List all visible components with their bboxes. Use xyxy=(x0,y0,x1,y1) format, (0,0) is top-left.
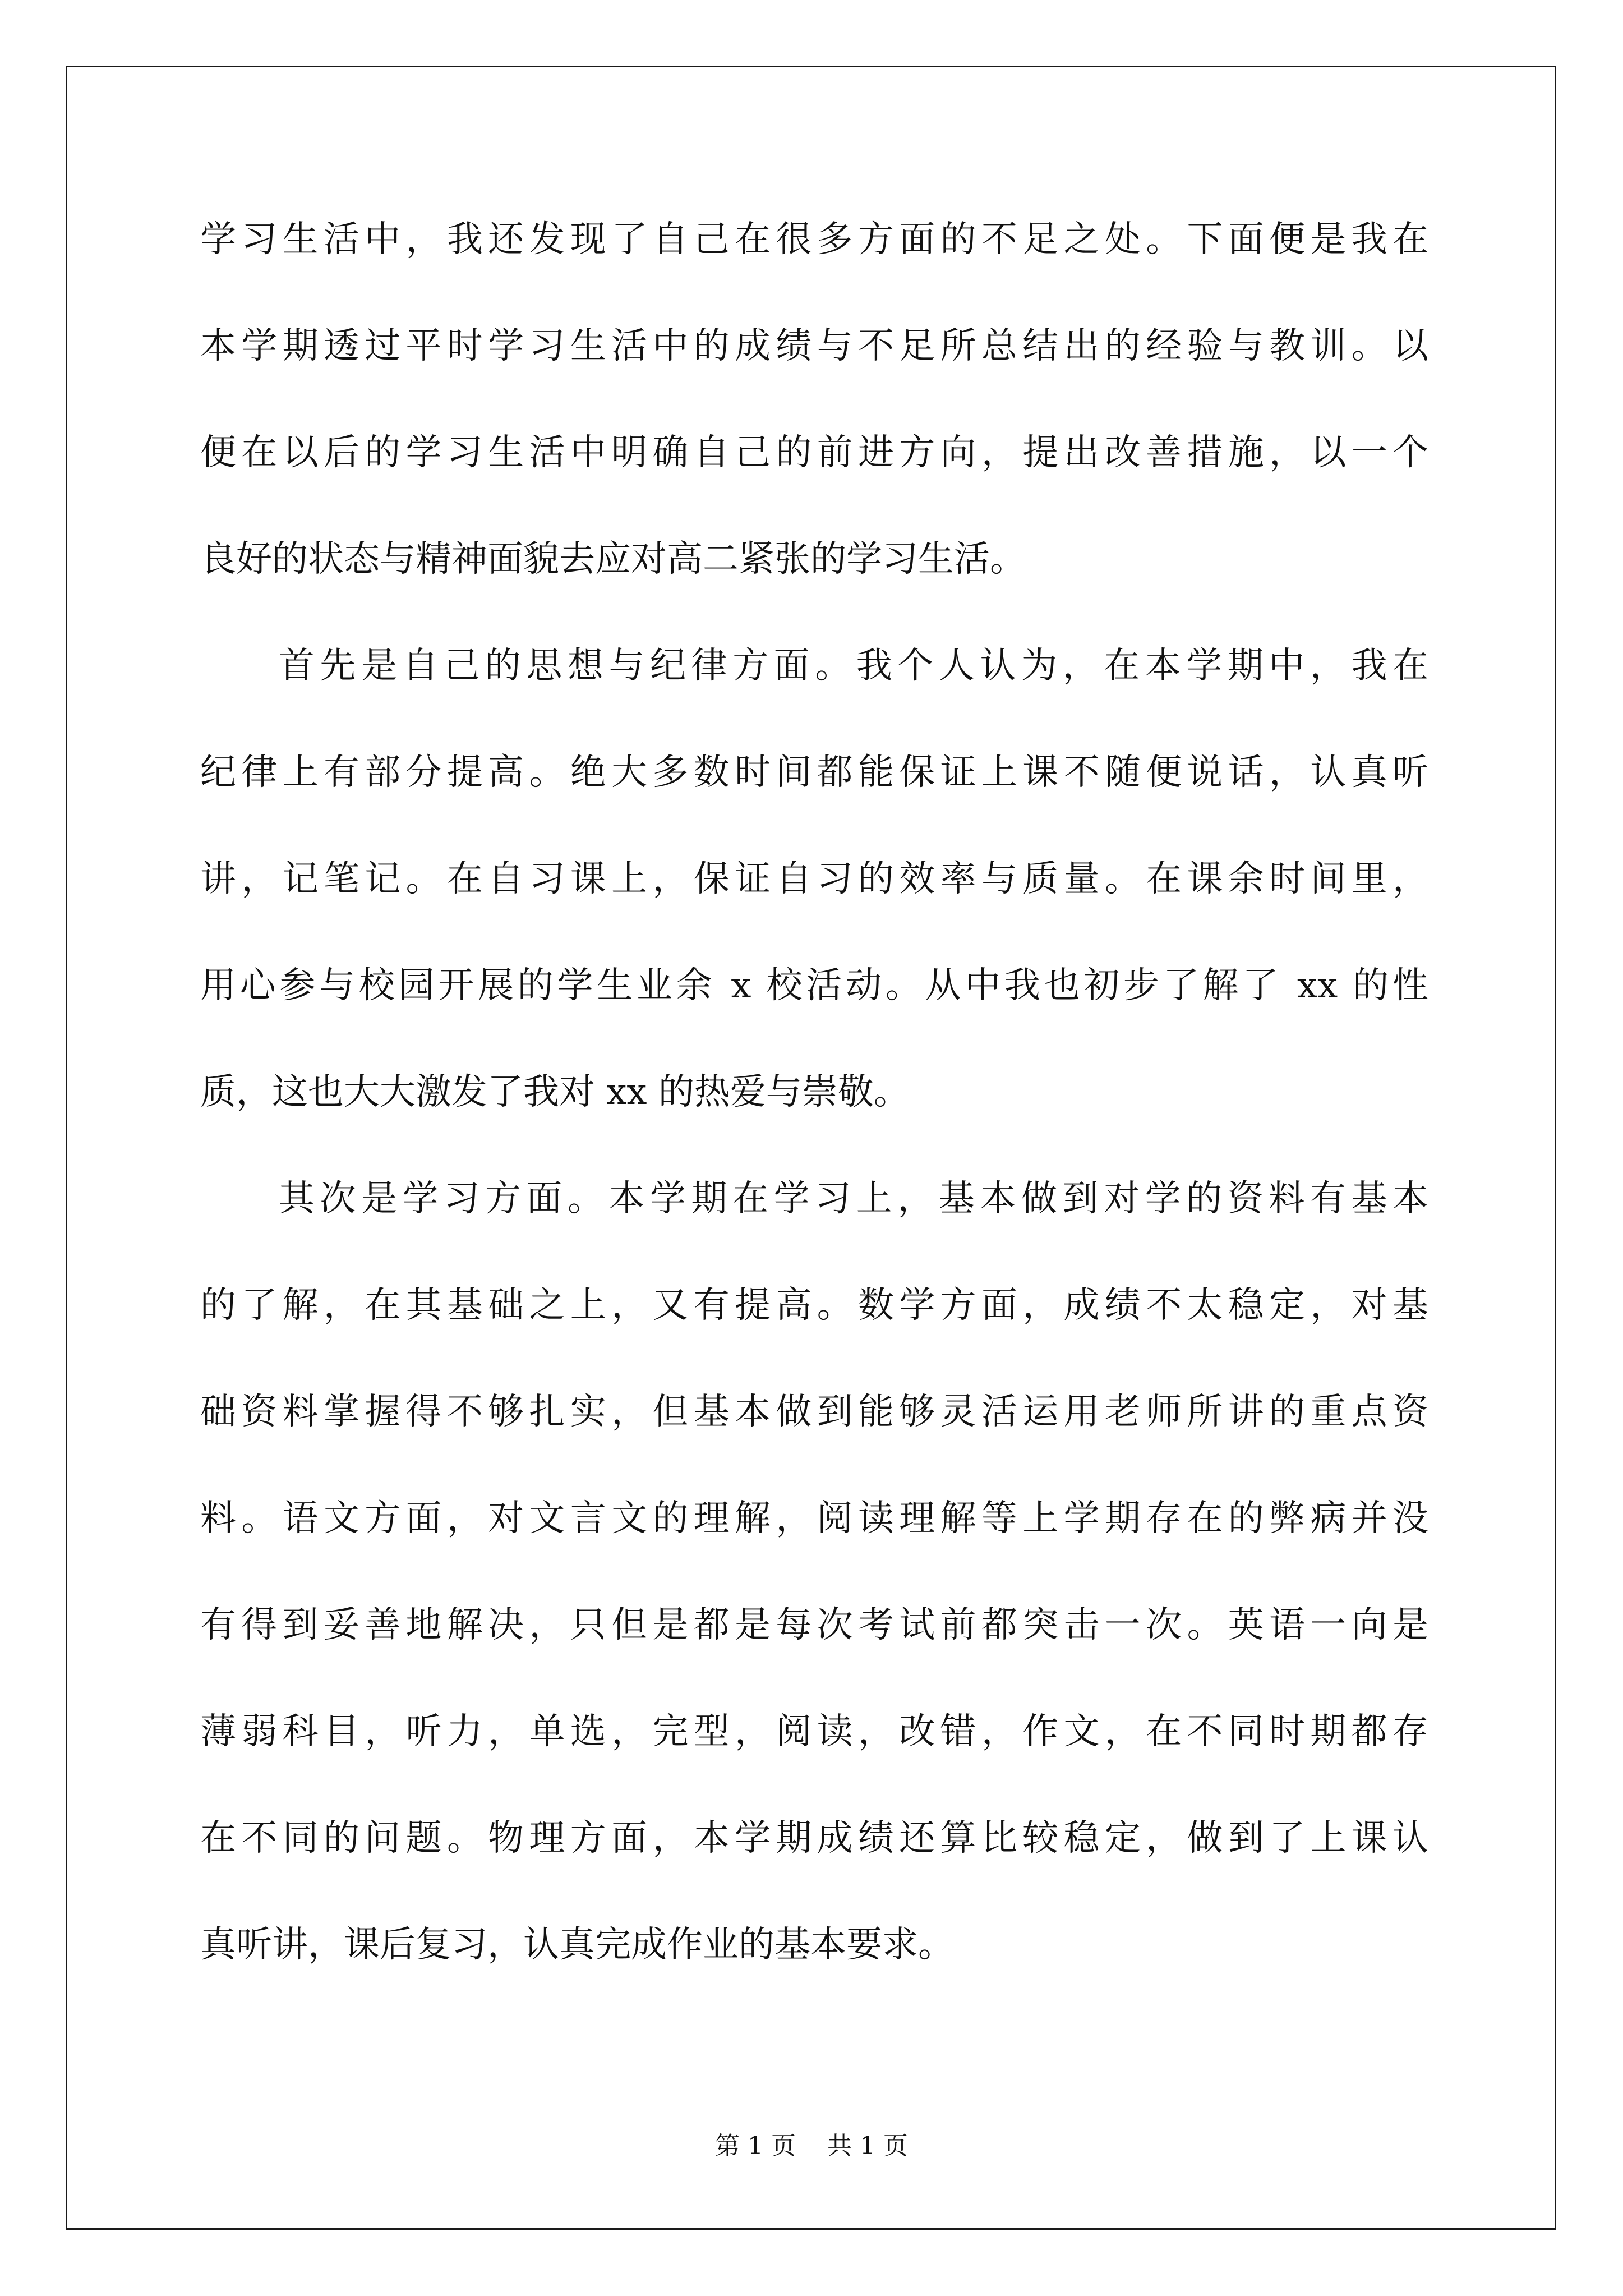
paragraph-1-line-2: 本学期透过平时学习生活中的成绩与不足所总结出的经验与教训。以 xyxy=(200,325,1428,367)
paragraph-2-line-5: 质，这也大大激发了我对 xx 的热爱与崇敬。 xyxy=(200,1071,910,1113)
paragraph-3-line-4: 料。语文方面，对文言文的理解，阅读理解等上学期存在的弊病并没 xyxy=(200,1498,1428,1539)
paragraph-1-line-3: 便在以后的学习生活中明确自己的前进方向，提出改善措施，以一个 xyxy=(200,432,1428,473)
paragraph-3-line-3: 础资料掌握得不够扎实，但基本做到能够灵活运用老师所讲的重点资 xyxy=(200,1391,1428,1433)
paragraph-3-line-2: 的了解，在其基础之上，又有提高。数学方面，成绩不太稳定，对基 xyxy=(200,1285,1428,1326)
paragraph-3-line-1: 其次是学习方面。本学期在学习上，基本做到对学的资料有基本 xyxy=(279,1178,1428,1220)
paragraph-1-line-1: 学习生活中，我还发现了自己在很多方面的不足之处。下面便是我在 xyxy=(200,219,1428,260)
paragraph-2-line-2: 纪律上有部分提高。绝大多数时间都能保证上课不随便说话，认真听 xyxy=(200,752,1428,793)
paragraph-2-line-4: 用心参与校园开展的学生业余 x 校活动。从中我也初步了解了 xx 的性 xyxy=(200,965,1428,1006)
paragraph-3-line-7: 在不同的问题。物理方面，本学期成绩还算比较稳定，做到了上课认 xyxy=(200,1818,1428,1859)
paragraph-3-line-5: 有得到妥善地解决，只但是都是每次考试前都突击一次。英语一向是 xyxy=(200,1604,1428,1646)
paragraph-2-line-1: 首先是自己的思想与纪律方面。我个人认为，在本学期中，我在 xyxy=(279,645,1428,687)
page-number-footer: 第 1 页 共 1 页 xyxy=(715,2132,908,2160)
paragraph-2-line-3: 讲，记笔记。在自习课上，保证自习的效率与质量。在课余时间里， xyxy=(200,858,1428,900)
paragraph-1-line-4: 良好的状态与精神面貌去应对高二紧张的学习生活。 xyxy=(200,539,1026,580)
page-border xyxy=(66,66,1556,2230)
paragraph-3-line-6: 薄弱科目，听力，单选，完型，阅读，改错，作文，在不同时期都存 xyxy=(200,1711,1428,1752)
paragraph-3-line-8: 真听讲，课后复习，认真完成作业的基本要求。 xyxy=(200,1924,954,1966)
